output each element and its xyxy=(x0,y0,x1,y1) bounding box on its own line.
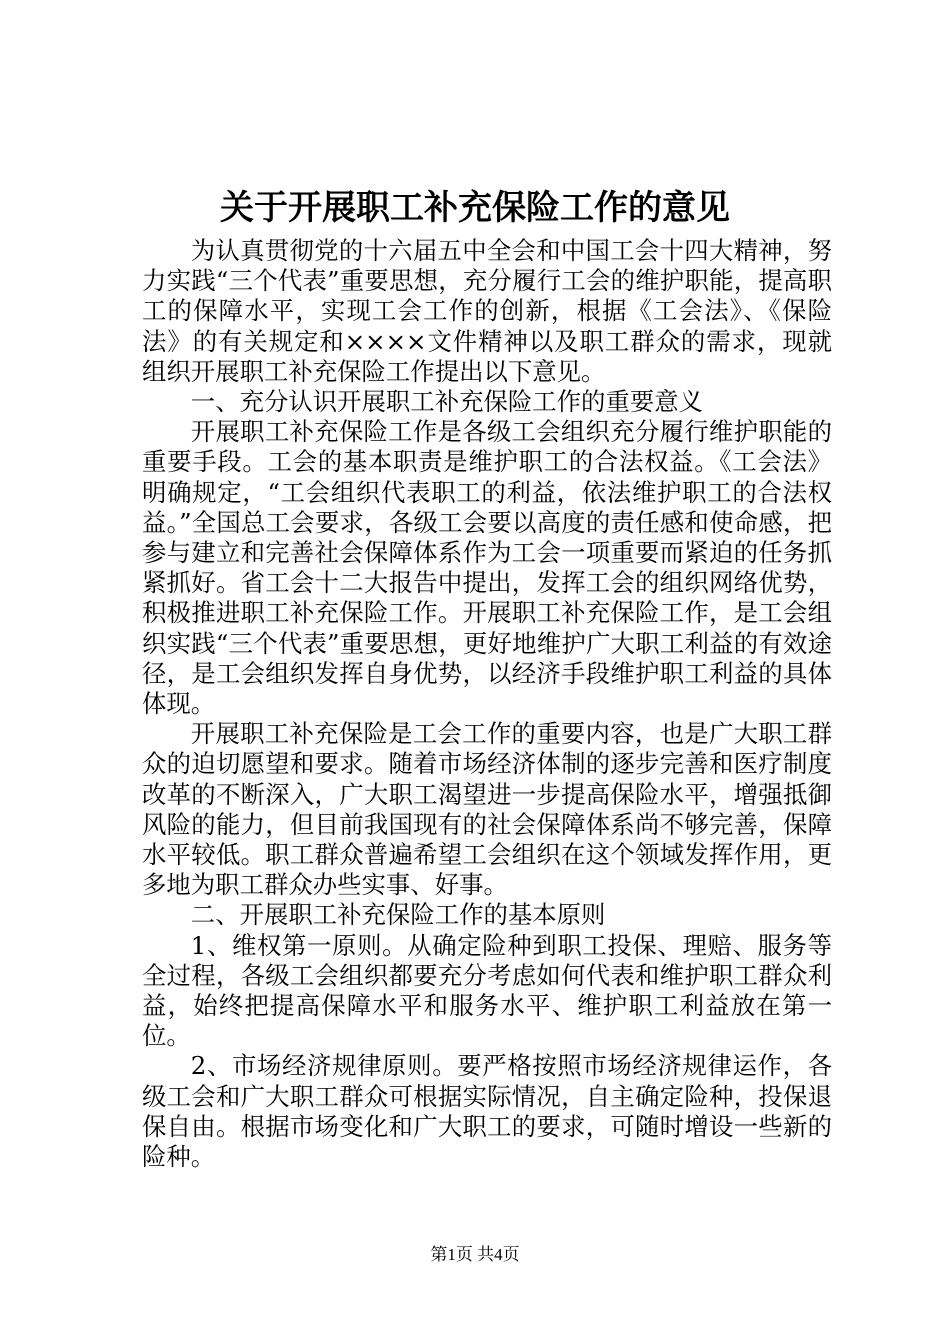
principle-paragraph-1: 1、维权第一原则。从确定险种到职工投保、理赔、服务等全过程，各级工会组织都要充分考虑如何代表和维护职工群众利益，始终把提高保障水平和服务水平、维护职工利益放在第一位。 xyxy=(142,930,832,1051)
principle-paragraph-2: 2、市场经济规律原则。要严格按照市场经济规律运作，各级工会和广大职工群众可根据实际情况，自主确定险种，投保退保自由。根据市场变化和广大职工的要求，可随时增设一些新的险种。 xyxy=(142,1051,832,1172)
section-heading-2: 二、开展职工补充保险工作的基本原则 xyxy=(190,900,606,930)
page-footer: 第1页 共4页 xyxy=(430,1245,520,1264)
body-paragraph: 开展职工补充保险工作是各级工会组织充分履行维护职能的重要手段。工会的基本职责是维护职工的合法权益。《工会法》明确规定，“工会组织代表职工的利益，依法维护职工的合法权益。”全国总工会要求，各级工会要以高度的责任感和使命感，把参与建立和完善社会保障体系作为工会一项重要而紧迫的任务抓紧抓好。省工会十二大报告中提出，发挥工会的组织网络优势，积极推进职工补充保险工作。开展职工补充保险工作，是工会组织实践“三个代表”重要思想，更好地维护广大职工利益的有效途径，是工会组织发挥自身优势，以经济手段维护职工利益的具体体现。 xyxy=(142,417,832,719)
intro-paragraph: 为认真贯彻党的十六届五中全会和中国工会十四大精神，努力实践“三个代表”重要思想，充分履行工会的维护职能，提高职工的保障水平，实现工会工作的创新，根据《工会法》、《保险法》的有关规定和××××文件精神以及职工群众的需求，现就组织开展职工补充保险工作提出以下意见。 xyxy=(142,236,832,386)
document-title: 关于开展职工补充保险工作的意见 xyxy=(220,188,730,228)
section-heading-1: 一、充分认识开展职工补充保险工作的重要意义 xyxy=(190,387,704,417)
document-body xyxy=(142,236,832,1172)
body-paragraph: 开展职工补充保险是工会工作的重要内容，也是广大职工群众的迫切愿望和要求。随着市场经济体制的逐步完善和医疗制度改革的不断深入，广大职工渴望进一步提高保险水平，增强抵御风险的能力，但目前我国现有的社会保障体系尚不够完善，保障水平较低。职工群众普遍希望工会组织在这个领域发挥作用，更多地为职工群众办些实事、好事。 xyxy=(142,719,832,900)
